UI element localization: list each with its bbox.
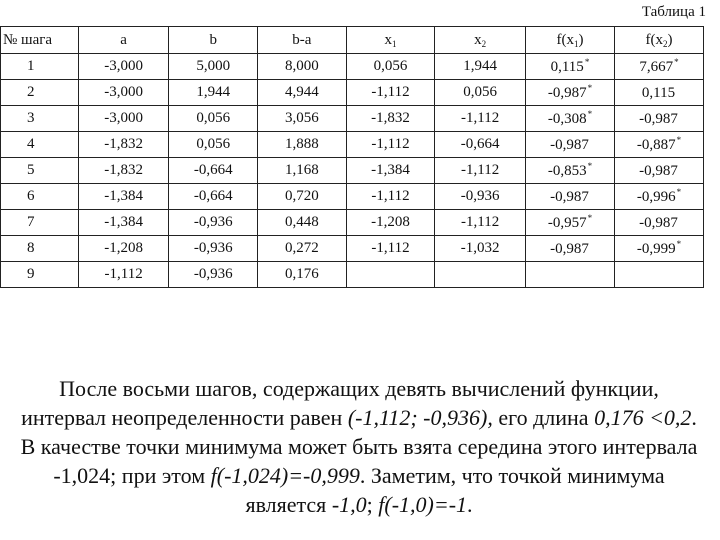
cell-a: -3,000 [78, 80, 169, 106]
cell-step: 7 [1, 210, 79, 236]
cell-step: 4 [1, 132, 79, 158]
cell-step: 3 [1, 106, 79, 132]
cell-b-minus-a: 8,000 [258, 54, 346, 80]
cell-b: -0,936 [169, 262, 258, 288]
cell-fx1: -0,987 [525, 132, 614, 158]
cell-fx1: 0,115* [525, 54, 614, 80]
cell-x2: 0,056 [435, 80, 526, 106]
cell-x1 [346, 262, 435, 288]
cell-x2: -1,112 [435, 210, 526, 236]
cell-fx2: 7,667* [614, 54, 703, 80]
header-a: a [78, 27, 169, 54]
marker-asterisk: * [676, 135, 682, 145]
cell-a: -1,832 [78, 132, 169, 158]
cell-x1: 0,056 [346, 54, 435, 80]
table-caption: Таблица 1 [641, 4, 706, 20]
cell-b-minus-a: 1,168 [258, 158, 346, 184]
marker-asterisk: * [674, 57, 679, 67]
marker-asterisk: * [587, 83, 593, 93]
cell-b-minus-a: 4,944 [258, 80, 346, 106]
cell-x1: -1,112 [346, 236, 435, 262]
cell-step: 5 [1, 158, 79, 184]
header-b: b [169, 27, 258, 54]
header-fx2: $f(x_2)$ [614, 27, 703, 54]
cell-fx1: -0,987 [525, 184, 614, 210]
cell-x2: -1,112 [435, 106, 526, 132]
cell-b-minus-a: 3,056 [258, 106, 346, 132]
cell-step: 6 [1, 184, 79, 210]
cell-x2: -0,664 [435, 132, 526, 158]
cell-b-minus-a: 0,272 [258, 236, 346, 262]
table-row [1, 106, 704, 132]
conclusion-paragraph: После восьми шагов, содержащих девять вычислений функции, интервал неопределенности равен (-1,112; -0,936), его длина 0,176 <0,2. В качестве точки минимума может быть взята середина этого интервала -1,024; при этом f(-1,024)=-0,999. Заметим, что точкой минимума является -1,0; f(-1,0)=-1. [20, 376, 698, 517]
cell-a: -1,384 [78, 210, 169, 236]
results-table [0, 26, 704, 288]
cell-fx1: -0,957* [525, 210, 614, 236]
marker-asterisk: * [676, 187, 682, 197]
header-fx1: $f(x_1)$ [525, 27, 614, 54]
cell-x2: -1,032 [435, 236, 526, 262]
cell-b-minus-a: 0,176 [258, 262, 346, 288]
cell-a: -3,000 [78, 106, 169, 132]
cell-b: -0,936 [169, 210, 258, 236]
cell-x1: -1,112 [346, 80, 435, 106]
cell-a: -1,384 [78, 184, 169, 210]
cell-fx2: -0,887* [614, 132, 703, 158]
cell-a: -1,832 [78, 158, 169, 184]
cell-x1: -1,112 [346, 132, 435, 158]
cell-x1: -1,384 [346, 158, 435, 184]
cell-b: 5,000 [169, 54, 258, 80]
cell-b-minus-a: 0,448 [258, 210, 346, 236]
cell-x2 [435, 262, 526, 288]
cell-fx1 [525, 262, 614, 288]
cell-b: 1,944 [169, 80, 258, 106]
cell-fx1: -0,853* [525, 158, 614, 184]
cell-b: 0,056 [169, 106, 258, 132]
table-row [1, 184, 704, 210]
cell-fx1: -0,987* [525, 80, 614, 106]
header-x1: $x_1$ [346, 27, 435, 54]
table-row [1, 262, 704, 288]
cell-x2: -0,936 [435, 184, 526, 210]
cell-a: -3,000 [78, 54, 169, 80]
header-b-minus-a: b-a [258, 27, 346, 54]
cell-a: -1,112 [78, 262, 169, 288]
marker-asterisk: * [587, 109, 593, 119]
cell-fx1: -0,987 [525, 236, 614, 262]
cell-b: -0,664 [169, 158, 258, 184]
cell-x1: -1,208 [346, 210, 435, 236]
cell-fx2: -0,996* [614, 184, 703, 210]
cell-step: 8 [1, 236, 79, 262]
marker-asterisk: * [584, 57, 590, 67]
table-row [1, 158, 704, 184]
cell-step: 1 [1, 54, 79, 80]
cell-b: -0,664 [169, 184, 258, 210]
cell-fx2 [614, 262, 703, 288]
cell-x2: -1,112 [435, 158, 526, 184]
cell-x1: -1,832 [346, 106, 435, 132]
cell-fx1: -0,308* [525, 106, 614, 132]
cell-x2: 1,944 [435, 54, 526, 80]
cell-b: 0,056 [169, 132, 258, 158]
header-step: № шага [1, 27, 79, 54]
cell-x1: -1,112 [346, 184, 435, 210]
header-x2: $x_2$ [435, 27, 526, 54]
cell-a: -1,208 [78, 236, 169, 262]
marker-asterisk: * [587, 161, 593, 171]
cell-step: 9 [1, 262, 79, 288]
marker-asterisk: * [587, 213, 593, 223]
table-row [1, 210, 704, 236]
cell-fx2: 0,115 [614, 80, 703, 106]
cell-b-minus-a: 0,720 [258, 184, 346, 210]
table-row [1, 54, 704, 80]
cell-fx2: -0,987 [614, 210, 703, 236]
table-row [1, 132, 704, 158]
cell-b-minus-a: 1,888 [258, 132, 346, 158]
table-row [1, 80, 704, 106]
cell-fx2: -0,987 [614, 158, 703, 184]
marker-asterisk: * [676, 239, 682, 249]
cell-fx2: -0,999* [614, 236, 703, 262]
cell-fx2: -0,987 [614, 106, 703, 132]
table-header-row [1, 27, 704, 54]
cell-b: -0,936 [169, 236, 258, 262]
table-body [1, 54, 704, 288]
table-row [1, 236, 704, 262]
cell-step: 2 [1, 80, 79, 106]
